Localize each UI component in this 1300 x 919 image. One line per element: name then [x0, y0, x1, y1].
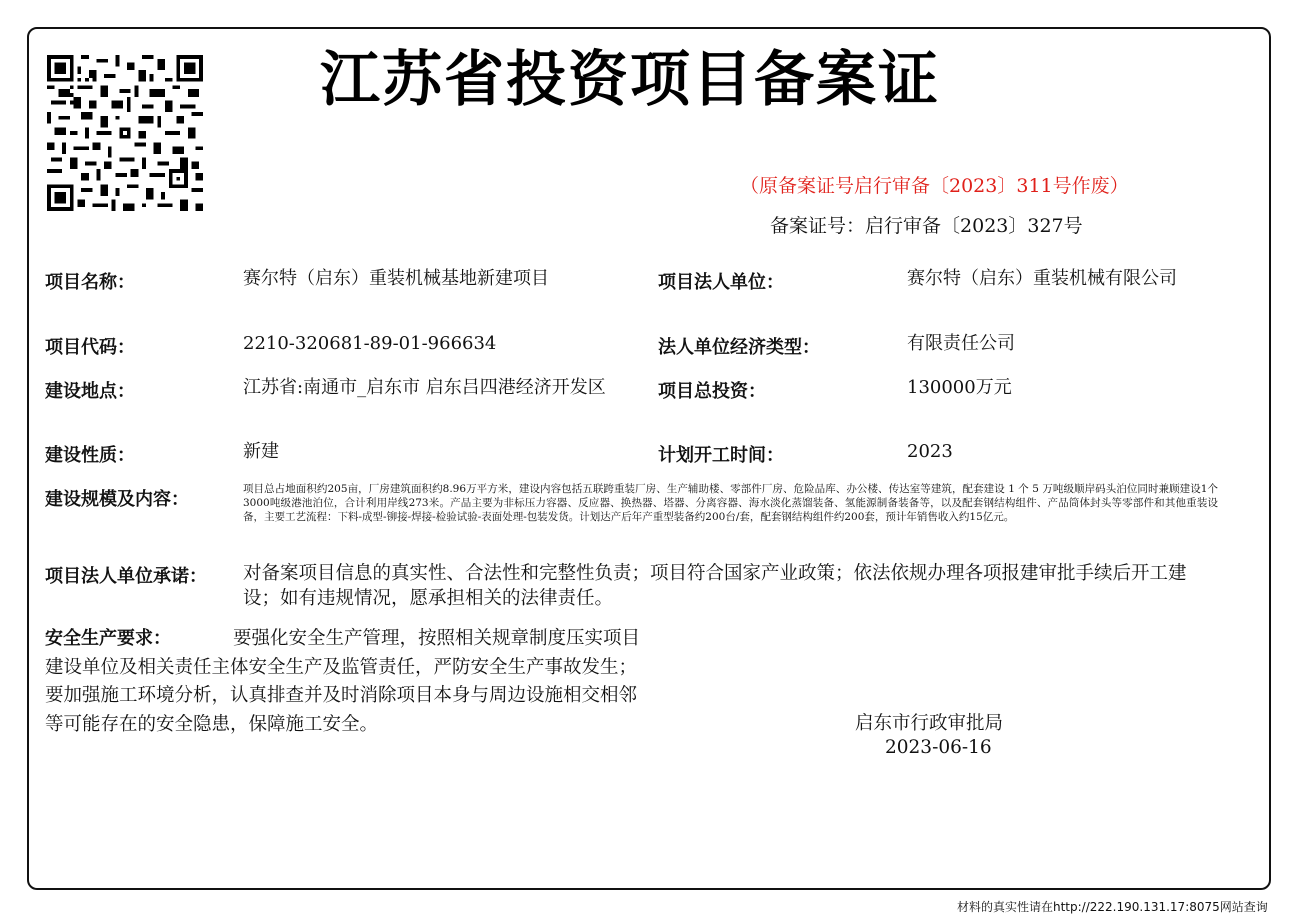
project-name-label: 项目名称：	[45, 272, 135, 293]
project-code-value: 2210-320681-89-01-966634	[243, 333, 497, 354]
safety-section	[45, 625, 650, 739]
certificate-number-label: 备案证号：	[770, 215, 866, 237]
planned-start-label: 计划开工时间：	[658, 445, 784, 466]
project-code-label: 项目代码：	[45, 337, 135, 358]
void-notice: （原备案证号启行审备〔2023〕311号作废）	[740, 175, 1129, 197]
location-label: 建设地点：	[45, 381, 135, 402]
total-investment-label: 项目总投资：	[658, 381, 766, 402]
legal-entity-value: 赛尔特（启东）重装机械有限公司	[907, 268, 1177, 289]
total-investment-value: 130000万元	[907, 377, 1012, 398]
legal-entity-label: 项目法人单位：	[658, 272, 784, 293]
scale-value: 项目总占地面积约205亩，厂房建筑面积约8.96万平方米，建设内容包括五联跨重装厂房、生产辅助楼、零部件厂房、危险品库、办公楼、传达室等建筑，配套建设 1 个 5 万吨级顺岸码头泊位同时兼顾建设1个3000吨级港池泊位，合计利用岸线273米。产品主要为非标压力容器、反应器、换热器、塔器、分离容器、海水淡化蒸馏装备、氢能源制备装备等，以及配套钢结构组件、产品筒体封头等零部件和其他重装设备，主要工艺流程：下料-成型-铆接-焊接-检验试验-表面处理-包装发货。计划达产后年产重型装备约200台/套，配套钢结构组件约200套，预计年销售收入约15亿元。	[243, 483, 1218, 523]
safety-value: 要强化安全生产管理，按照相关规章制度压实项目建设单位及相关责任主体安全生产及监管责任，严防安全生产事故发生；要加强施工环境分析，认真排查并及时消除项目本身与周边设施相交相邻等可能存在的安全隐患，保障施工安全。	[45, 628, 641, 735]
nature-label: 建设性质：	[45, 445, 135, 466]
entity-type-value: 有限责任公司	[907, 333, 1015, 354]
qr-code-icon	[47, 55, 203, 211]
entity-type-label: 法人单位经济类型：	[658, 337, 820, 358]
project-name-value: 赛尔特（启东）重装机械基地新建项目	[243, 268, 549, 289]
safety-label: 安全生产要求：	[45, 628, 171, 649]
certificate-number-value: 启行审备〔2023〕327号	[865, 215, 1083, 237]
verification-note: 材料的真实性请在http://222.190.131.17:8075网站查询	[957, 900, 1268, 914]
issuing-authority: 启东市行政审批局	[855, 713, 1004, 734]
commitment-label: 项目法人单位承诺：	[45, 566, 207, 587]
commitment-value: 对备案项目信息的真实性、合法性和完整性负责；项目符合国家产业政策；依法依规办理各项报建审批手续后开工建设；如有违规情况，愿承担相关的法律责任。	[243, 563, 1187, 609]
scale-label: 建设规模及内容：	[45, 489, 189, 510]
certificate-number	[770, 211, 1083, 238]
planned-start-value: 2023	[907, 441, 953, 462]
location-value: 江苏省:南通市_启东市 启东吕四港经济开发区	[243, 377, 606, 398]
issue-date: 2023-06-16	[885, 737, 992, 758]
nature-value: 新建	[243, 441, 279, 462]
document-title: 江苏省投资项目备案证	[320, 45, 940, 115]
